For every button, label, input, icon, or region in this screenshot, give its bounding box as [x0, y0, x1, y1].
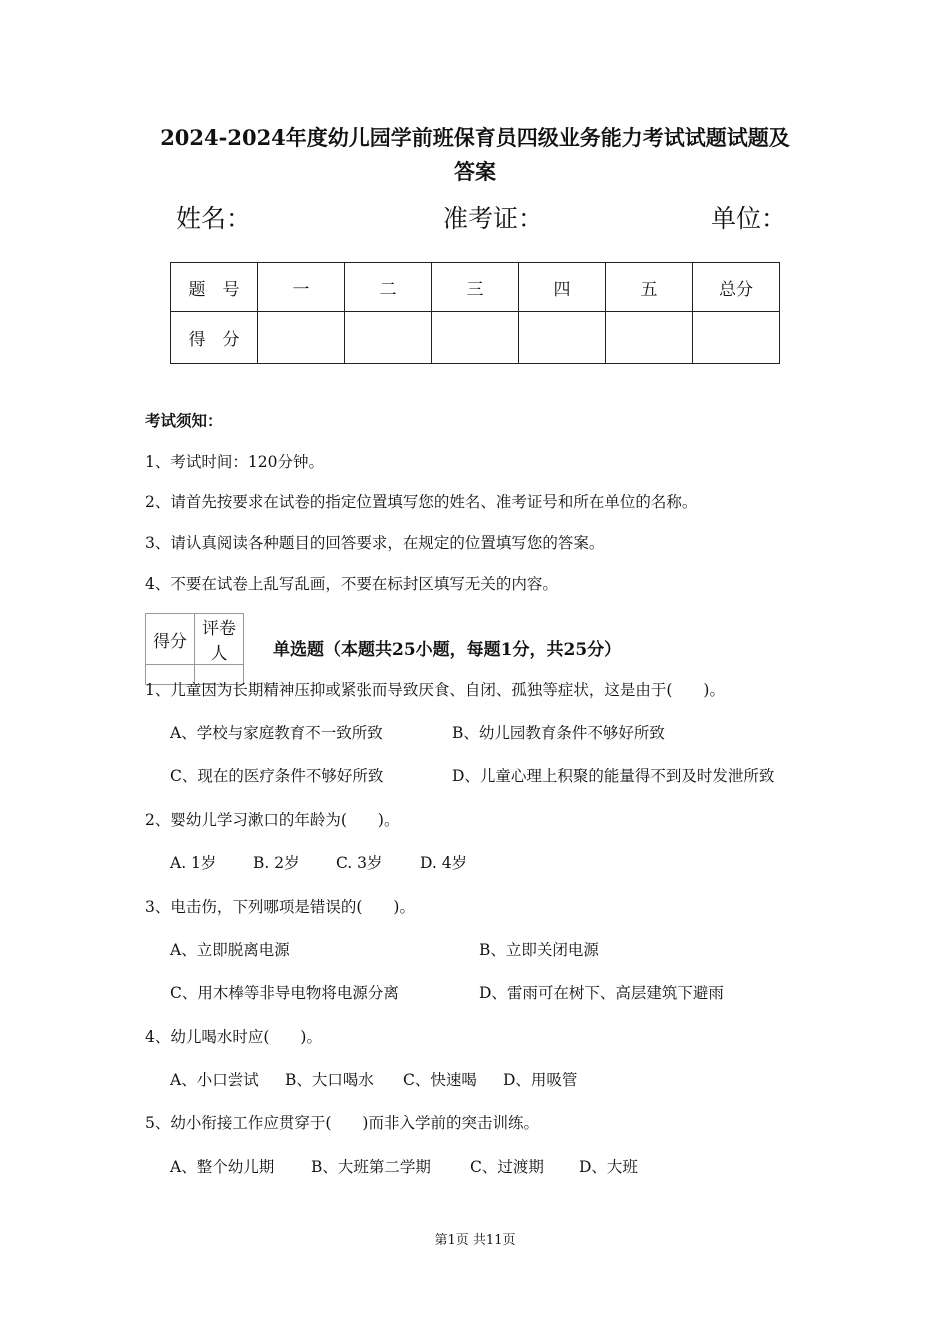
score-cell: [693, 312, 780, 364]
exam-id-label: 准考证：: [443, 204, 544, 233]
question-option: A、小口尝试: [170, 1071, 259, 1089]
question-stem: 1、儿童因为长期精神压抑或紧张而导致厌食、自闭、孤独等症状，这是由于( )。: [145, 681, 725, 699]
score-table-header-cell: 二: [345, 263, 432, 312]
question-stem: 5、幼小衔接工作应贯穿于( )而非入学前的突击训练。: [145, 1114, 539, 1132]
question-option: B、大口喝水: [285, 1071, 374, 1089]
question-option: B、幼儿园教育条件不够好所致: [452, 724, 665, 742]
score-table-header-cell: 题 号: [171, 263, 258, 312]
score-table-header-cell: 一: [258, 263, 345, 312]
question-stem: 3、电击伤，下列哪项是错误的( )。: [145, 898, 415, 916]
section-title: 单选题（本题共25小题，每题1分，共25分）: [273, 640, 622, 660]
question-option: C、现在的医疗条件不够好所致: [170, 767, 384, 785]
score-table-header-cell: 四: [519, 263, 606, 312]
question-option: A、立即脱离电源: [170, 941, 290, 959]
question-option: A、整个幼儿期: [170, 1158, 275, 1176]
score-cell: [432, 312, 519, 364]
question-option: A. 1岁: [170, 854, 217, 872]
question-option: D、用吸管: [503, 1071, 578, 1089]
page-title-line-1: 2024-2024年度幼儿园学前班保育员四级业务能力考试试题试题及: [160, 125, 790, 150]
question-option: D、雷雨可在树下、高层建筑下避雨: [479, 984, 724, 1002]
question-stem: 4、幼儿喝水时应( )。: [145, 1028, 322, 1046]
question-stem: 2、婴幼儿学习漱口的年龄为( )。: [145, 811, 400, 829]
question-option: C、用木棒等非导电物将电源分离: [170, 984, 399, 1002]
notice-item: 1、考试时间：120分钟。: [145, 453, 324, 471]
score-cell: [519, 312, 606, 364]
score-cell: [345, 312, 432, 364]
question-option: D、大班: [579, 1158, 638, 1176]
grader-box: [145, 613, 244, 685]
score-table: [170, 262, 780, 364]
notice-item: 3、请认真阅读各种题目的回答要求，在规定的位置填写您的答案。: [145, 534, 605, 552]
score-cell: [258, 312, 345, 364]
grader-box-grader-label: 评卷人: [195, 614, 244, 665]
question-option: A、学校与家庭教育不一致所致: [170, 724, 383, 742]
unit-label: 单位：: [711, 204, 787, 233]
question-option: B. 2岁: [253, 854, 300, 872]
question-option: D、儿童心理上积聚的能量得不到及时发泄所致: [452, 767, 775, 785]
notice-item: 4、不要在试卷上乱写乱画，不要在标封区填写无关的内容。: [145, 575, 558, 593]
question-option: B、立即关闭电源: [479, 941, 599, 959]
question-option: D. 4岁: [420, 854, 468, 872]
score-table-header-cell: 三: [432, 263, 519, 312]
score-row-label: 得 分: [171, 312, 258, 364]
name-label: 姓名：: [176, 204, 252, 233]
question-option: B、大班第二学期: [311, 1158, 431, 1176]
page-title-line-2: 答案: [454, 159, 496, 184]
score-table-header-row: [171, 263, 780, 312]
page-number: 第1页 共11页: [434, 1233, 516, 1248]
question-option: C、快速喝: [403, 1071, 477, 1089]
question-option: C. 3岁: [336, 854, 383, 872]
notice-heading: 考试须知：: [145, 411, 223, 430]
score-table-header-cell: 五: [606, 263, 693, 312]
notice-item: 2、请首先按要求在试卷的指定位置填写您的姓名、准考证号和所在单位的名称。: [145, 493, 698, 511]
score-cell: [606, 312, 693, 364]
question-option: C、过渡期: [470, 1158, 544, 1176]
score-table-score-row: [171, 312, 780, 364]
grader-box-score-label: 得分: [146, 614, 195, 665]
score-table-header-cell: 总分: [693, 263, 780, 312]
